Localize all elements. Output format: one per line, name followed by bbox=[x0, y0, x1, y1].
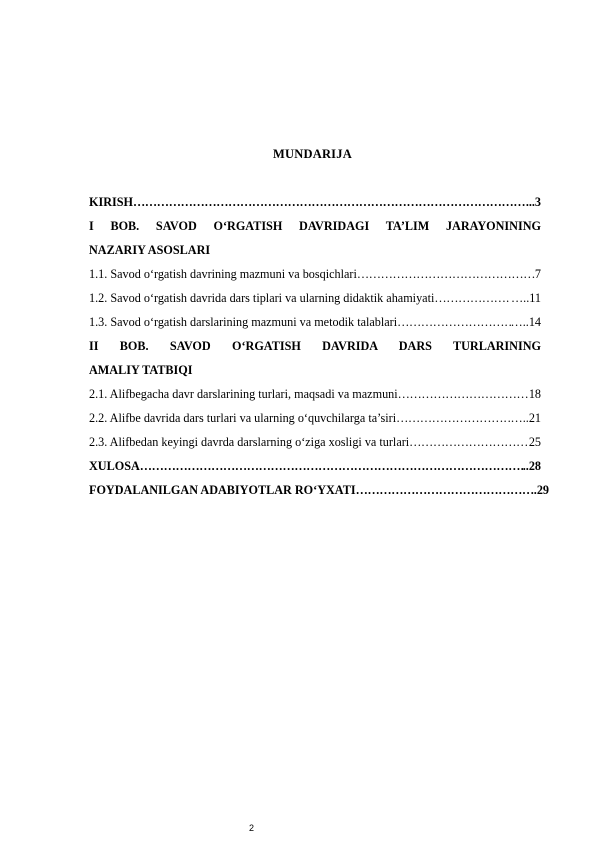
toc-leader-dots bbox=[357, 262, 535, 286]
toc-leader-dots bbox=[409, 430, 529, 454]
toc-entry-conclusion bbox=[89, 454, 541, 478]
toc-entry-label: FOYDALANILGAN ADABIYOTLAR RO‘YXATI bbox=[89, 483, 356, 497]
page-number: 2 bbox=[248, 823, 254, 833]
toc-entry-1-1 bbox=[89, 262, 541, 286]
toc-entry-1-3 bbox=[89, 310, 541, 334]
table-of-contents bbox=[89, 190, 549, 502]
toc-entry-label: 1.2. Savod o‘rgatish davrida dars tiplari va ularning didaktik ahamiyati bbox=[89, 291, 435, 305]
toc-entry-label: XULOSA bbox=[89, 459, 140, 473]
toc-leader-dots bbox=[133, 190, 529, 214]
toc-entry-page: ..28 bbox=[522, 459, 541, 473]
toc-entry-label: 1.3. Savod o‘rgatish darslarining mazmuni va metodik talablari bbox=[89, 315, 398, 329]
toc-chapter-1-line-2: NAZARIY ASOSLARI bbox=[89, 243, 211, 257]
toc-entry-page: 7 bbox=[534, 267, 541, 281]
toc-entry-page: 25 bbox=[528, 435, 541, 449]
toc-entry-page: ..3 bbox=[528, 195, 541, 209]
toc-chapter-1-line-1: I BOB. SAVOD O‘RGATISH DAVRIDAGI TA’LIM JARAYONINING bbox=[89, 219, 541, 233]
toc-chapter-2-line-2: AMALIY TATBIQI bbox=[89, 363, 193, 377]
toc-leader-dots bbox=[356, 478, 531, 502]
toc-entry-2-3 bbox=[89, 430, 541, 454]
toc-entry-label: 1.1. Savod o‘rgatish davrining mazmuni va bosqichlari bbox=[89, 267, 357, 281]
toc-chapter-2-line-1: II BOB. SAVOD O‘RGATISH DAVRIDA DARS TURLARINING bbox=[89, 339, 541, 353]
toc-leader-dots bbox=[398, 382, 529, 406]
toc-entry-label: KIRISH bbox=[89, 195, 134, 209]
toc-entry-intro bbox=[89, 190, 541, 214]
toc-entry-1-2 bbox=[89, 286, 541, 310]
toc-entry-label: 2.1. Alifbegacha davr darslarining turlari, maqsadi va mazmuni bbox=[89, 387, 398, 401]
page-title: MUNDARIJA bbox=[273, 147, 352, 161]
toc-entry-references bbox=[89, 478, 549, 502]
toc-entry-page: 18 bbox=[528, 387, 541, 401]
toc-entry-page: …..14 bbox=[510, 315, 541, 329]
toc-entry-label: 2.2. Alifbe davrida dars turlari va ularning o‘quvchilarga ta’siri bbox=[89, 411, 397, 425]
toc-entry-page: …..11 bbox=[510, 291, 541, 305]
toc-entry-label: 2.3. Alifbedan keyingi davrda darslarning o‘ziga xosligi va turlari bbox=[89, 435, 410, 449]
toc-leader-dots bbox=[140, 454, 523, 478]
toc-entry-2-1 bbox=[89, 382, 541, 406]
toc-leader-dots bbox=[434, 286, 511, 310]
toc-entry-page: ..29 bbox=[530, 483, 549, 497]
toc-leader-dots bbox=[397, 310, 510, 334]
toc-entry-2-2 bbox=[89, 406, 541, 430]
toc-leader-dots bbox=[396, 406, 510, 430]
toc-entry-page: …..21 bbox=[510, 411, 541, 425]
